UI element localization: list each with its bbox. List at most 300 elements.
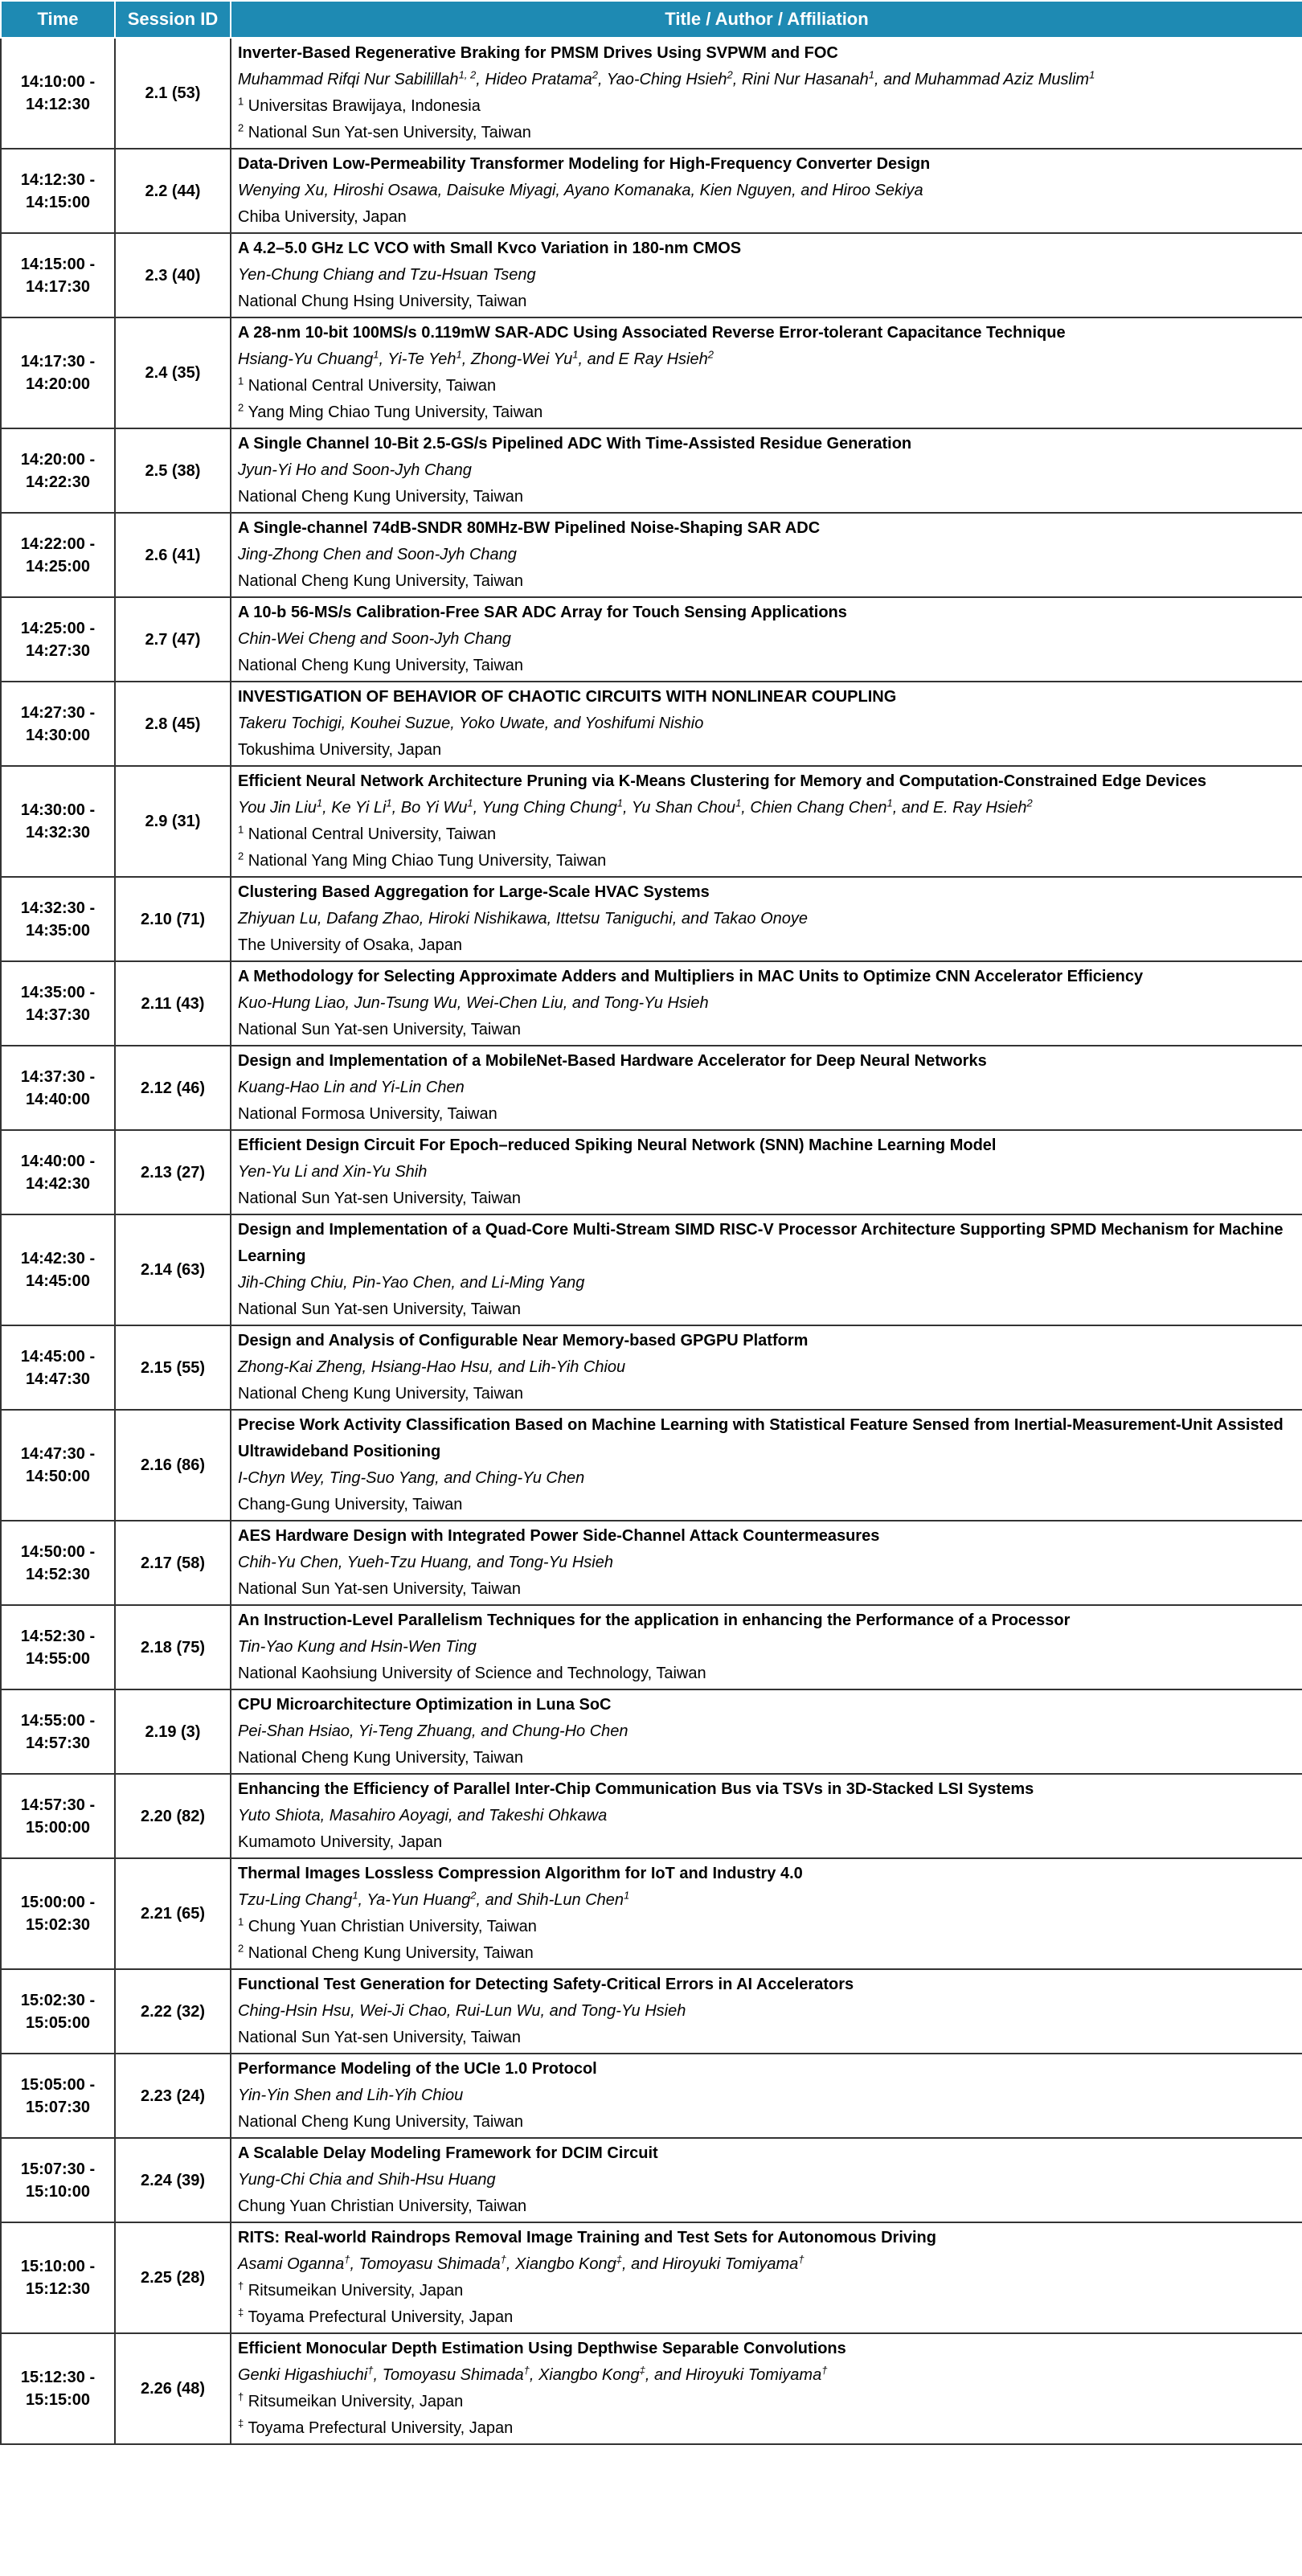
paper-title: RITS: Real-world Raindrops Removal Image Training and Test Sets for Autonomous Driving <box>238 2229 936 2246</box>
affiliation-mark: 2 <box>238 121 244 134</box>
author-name: Yen-Chung Chiang <box>238 266 375 284</box>
time-cell <box>1 1605 115 1689</box>
affiliation-mark: † <box>238 2279 244 2292</box>
paper-title: A 28-nm 10-bit 100MS/s 0.119mW SAR-ADC Using Associated Reverse Error-tolerant Capacitance Technique <box>238 324 1066 342</box>
end-time: 14:32:30 <box>25 824 91 842</box>
affiliation-name: Chang-Gung University, Taiwan <box>238 1496 463 1513</box>
author-list: Hsiang-Yu Chuang$^1$, Yi-Te Yeh$^1$, Zhong-Wei Yu$^1$, and E Ray Hsieh$^2$ <box>238 348 714 368</box>
affiliation <box>238 289 1296 315</box>
author-affiliation-mark: † <box>523 2364 530 2377</box>
affiliation-name: Chung Yuan Christian University, Taiwan <box>248 1918 537 1935</box>
author-name: Jyun-Yi Ho <box>238 461 317 479</box>
paper-title: AES Hardware Design with Integrated Power Side-Channel Attack Countermeasures <box>238 1527 880 1545</box>
author-name: Tzu-Hsuan Tseng <box>409 266 536 284</box>
paper-cell <box>231 233 1302 317</box>
author-name: Kuo-Hung Liao <box>238 994 346 1012</box>
author-name: Kouhei Suzue <box>350 715 451 732</box>
paper-title: A Scalable Delay Modeling Framework for DCIM Circuit <box>238 2144 658 2162</box>
author-name: Ching-Yu Chen <box>475 1469 585 1487</box>
author-name: Yen-Yu Li <box>238 1163 307 1181</box>
author-name: Yuto Shiota <box>238 1807 321 1824</box>
session-id: 2.9 (31) <box>115 766 231 877</box>
author-name: Soon-Jyh Chang <box>391 630 511 648</box>
paper-title: An Instruction-Level Parallelism Techniques for the application in enhancing the Performance of a Processor <box>238 1612 1071 1629</box>
author-name: Soon-Jyh Chang <box>396 546 517 563</box>
session-id: 2.10 (71) <box>115 877 231 961</box>
author-name: Yung Ching Chung <box>481 799 617 817</box>
author-affiliation-mark: † <box>367 2364 374 2377</box>
time-cell <box>1 1689 115 1774</box>
author-list: Yuto Shiota, Masahiro Aoyagi, and Takeshi Ohkawa <box>238 1807 608 1824</box>
affiliation-name: National Kaohsiung University of Science and Technology, Taiwan <box>238 1665 706 1682</box>
paper-cell <box>231 1774 1302 1858</box>
time-cell <box>1 2222 115 2333</box>
paper-cell <box>231 682 1302 766</box>
table-row <box>1 2054 1302 2138</box>
end-time: 14:15:00 <box>25 193 91 211</box>
affiliation <box>238 2304 1296 2331</box>
author-affiliation-mark: 2 <box>707 348 714 361</box>
paper-cell <box>231 1325 1302 1410</box>
affiliation <box>238 1829 1296 1856</box>
author-name: Ittetsu Taniguchi <box>555 910 673 928</box>
author-affiliation-mark: † <box>821 2364 828 2377</box>
author-name: Tzu-Ling Chang <box>238 1891 353 1909</box>
affiliation-name: National Cheng Kung University, Taiwan <box>248 1944 534 1962</box>
end-time: 15:02:30 <box>25 1916 91 1934</box>
session-id: 2.22 (32) <box>115 1969 231 2054</box>
time-cell <box>1 1130 115 1214</box>
paper-cell <box>231 1410 1302 1521</box>
start-time: 14:57:30 - <box>20 1796 96 1814</box>
paper-title: Clustering Based Aggregation for Large-Scale HVAC Systems <box>238 883 710 901</box>
end-time: 14:37:30 <box>25 1005 91 1024</box>
paper-title: A 4.2–5.0 GHz LC VCO with Small Kvco Variation in 180-nm CMOS <box>238 240 742 257</box>
session-id: 2.13 (27) <box>115 1130 231 1214</box>
author-name: Yi-Te Yeh <box>387 350 457 368</box>
author-name: Yao-Ching Hsieh <box>606 71 727 88</box>
end-time: 14:57:30 <box>25 1734 91 1752</box>
end-time: 14:40:00 <box>25 1090 91 1108</box>
paper-title: A Methodology for Selecting Approximate Adders and Multipliers in MAC Units to Optimize CNN Accelerator Efficiency <box>238 968 1144 985</box>
affiliation-mark: 2 <box>238 401 244 414</box>
paper-title: Enhancing the Efficiency of Parallel Inter-Chip Communication Bus via TSVs in 3D-Stacked LSI Systems <box>238 1780 1034 1798</box>
start-time: 15:07:30 - <box>20 2160 96 2178</box>
end-time: 14:12:30 <box>25 96 91 113</box>
affiliation-name: National Sun Yat-sen University, Taiwan <box>238 1190 522 1207</box>
paper-cell <box>231 1858 1302 1969</box>
paper-cell <box>231 428 1302 513</box>
session-id: 2.21 (65) <box>115 1858 231 1969</box>
author-affiliation-mark: 1, 2 <box>458 68 477 81</box>
affiliation-name: Universitas Brawijaya, Indonesia <box>248 97 481 115</box>
author-name: Shih-Lun Chen <box>516 1891 624 1909</box>
author-list: Zhong-Kai Zheng, Hsiang-Hao Hsu, and Lih-Yih Chiou <box>238 1358 626 1376</box>
author-name: Takeru Tochigi <box>238 715 342 732</box>
affiliation-name: National Cheng Kung University, Taiwan <box>238 1749 524 1767</box>
paper-cell <box>231 1130 1302 1214</box>
session-id: 2.20 (82) <box>115 1774 231 1858</box>
time-cell <box>1 1858 115 1969</box>
table-row <box>1 1130 1302 1214</box>
table-row <box>1 38 1302 149</box>
session-id: 2.14 (63) <box>115 1214 231 1325</box>
session-id: 2.24 (39) <box>115 2138 231 2222</box>
affiliation-name: National Cheng Kung University, Taiwan <box>238 2113 524 2131</box>
author-list: Kuang-Hao Lin and Yi-Lin Chen <box>238 1079 465 1096</box>
paper-title: INVESTIGATION OF BEHAVIOR OF CHAOTIC CIRCUITS WITH NONLINEAR COUPLING <box>238 688 897 706</box>
affiliation <box>238 848 1296 874</box>
author-name: Pin-Yao Chen <box>352 1274 452 1292</box>
affiliation-mark: 2 <box>238 1942 244 1955</box>
start-time: 14:22:00 - <box>20 534 96 553</box>
start-time: 14:32:30 - <box>20 899 96 917</box>
affiliation-name: National Central University, Taiwan <box>248 377 497 395</box>
author-list: Yung-Chi Chia and Shih-Hsu Huang <box>238 2171 496 2189</box>
author-name: Tong-Yu Hsieh <box>603 994 709 1012</box>
end-time: 15:12:30 <box>25 2280 91 2298</box>
author-affiliation-mark: 2 <box>470 1889 477 1902</box>
author-name: Jih-Ching Chiu <box>238 1274 344 1292</box>
author-name: Takao Onoye <box>712 910 808 928</box>
affiliation <box>238 932 1296 959</box>
author-name: Rui-Lun Wu <box>455 2002 541 2020</box>
affiliation-name: Chung Yuan Christian University, Taiwan <box>238 2197 527 2215</box>
paper-title: A Single-channel 74dB-SNDR 80MHz-BW Pipelined Noise-Shaping SAR ADC <box>238 519 821 537</box>
author-name: Rini Nur Hasanah <box>741 71 869 88</box>
end-time: 14:22:30 <box>25 473 91 491</box>
start-time: 14:20:00 - <box>20 450 96 469</box>
affiliation-name: The University of Osaka, Japan <box>238 936 463 954</box>
end-time: 15:05:00 <box>25 2013 91 2032</box>
paper-title: Efficient Monocular Depth Estimation Using Depthwise Separable Convolutions <box>238 2340 846 2357</box>
author-name: Tong-Yu Hsieh <box>580 2002 686 2020</box>
author-name: I-Chyn Wey <box>238 1469 321 1487</box>
author-affiliation-mark: 1 <box>616 797 623 809</box>
paper-title: Functional Test Generation for Detecting Safety-Critical Errors in AI Accelerators <box>238 1976 854 1993</box>
affiliation <box>238 1017 1296 1043</box>
affiliation-name: National Cheng Kung University, Taiwan <box>238 488 524 506</box>
time-cell <box>1 513 115 597</box>
author-list: Kuo-Hung Liao, Jun-Tsung Wu, Wei-Chen Liu, and Tong-Yu Hsieh <box>238 994 709 1012</box>
table-row <box>1 1325 1302 1410</box>
table-row <box>1 2138 1302 2222</box>
table-row <box>1 1774 1302 1858</box>
author-list: Jing-Zhong Chen and Soon-Jyh Chang <box>238 546 517 563</box>
author-name: Xiangbo Kong <box>515 2255 616 2273</box>
affiliation <box>238 1296 1296 1323</box>
table-row <box>1 961 1302 1046</box>
session-id: 2.6 (41) <box>115 513 231 597</box>
table-row <box>1 2222 1302 2333</box>
table-row <box>1 317 1302 428</box>
author-name: Yi-Teng Zhuang <box>358 1722 472 1740</box>
end-time: 14:20:00 <box>25 375 91 393</box>
affiliation <box>238 1576 1296 1603</box>
header-row <box>1 1 1302 38</box>
author-affiliation-mark: ‡ <box>639 2364 645 2377</box>
author-name: Kuang-Hao Lin <box>238 1079 346 1096</box>
author-name: Bo Yi Wu <box>400 799 468 817</box>
affiliation-name: National Cheng Kung University, Taiwan <box>238 572 524 590</box>
affiliation <box>238 399 1296 426</box>
author-name: Li-Ming Yang <box>491 1274 585 1292</box>
end-time: 15:07:30 <box>25 2098 91 2116</box>
author-affiliation-mark: 2 <box>727 68 733 81</box>
end-time: 15:00:00 <box>25 1818 91 1837</box>
time-cell <box>1 2138 115 2222</box>
affiliation <box>238 93 1296 120</box>
author-name: Hideo Pratama <box>485 71 592 88</box>
author-name: Ya-Yun Huang <box>366 1891 471 1909</box>
time-cell <box>1 1046 115 1130</box>
table-row <box>1 428 1302 513</box>
author-name: Wei-Ji Chao <box>359 2002 447 2020</box>
author-name: Jing-Zhong Chen <box>238 546 362 563</box>
affiliation-name: National Yang Ming Chiao Tung University, Taiwan <box>248 852 607 870</box>
time-cell <box>1 1214 115 1325</box>
author-name: Yung-Chi Chia <box>238 2171 342 2189</box>
author-name: Hiroyuki Tomiyama <box>662 2255 799 2273</box>
author-affiliation-mark: 1 <box>386 797 392 809</box>
author-affiliation-mark: 1 <box>373 348 379 361</box>
time-cell <box>1 682 115 766</box>
author-list: Jyun-Yi Ho and Soon-Jyh Chang <box>238 461 472 479</box>
author-name: Hiroshi Osawa <box>333 182 438 199</box>
schedule-body <box>1 38 1302 2444</box>
author-name: Hiroki Nishikawa <box>428 910 547 928</box>
start-time: 14:27:30 - <box>20 703 96 722</box>
author-name: Chien Chang Chen <box>750 799 887 817</box>
author-list: You Jin Liu$^1$, Ke Yi Li$^1$, Bo Yi Wu$^1$, Yung Ching Chung$^1$, Yu Shan Chou$^1$, Chien Chang Chen$^1$, and E. Ray Hsieh$^2$ <box>238 797 1033 817</box>
paper-cell <box>231 1046 1302 1130</box>
author-list: Yin-Yin Shen and Lih-Yih Chiou <box>238 2087 464 2104</box>
start-time: 15:05:00 - <box>20 2075 96 2094</box>
start-time: 14:52:30 - <box>20 1627 96 1645</box>
end-time: 14:47:30 <box>25 1370 91 1388</box>
author-name: Xiangbo Kong <box>538 2366 640 2384</box>
author-list: Genki Higashiuchi†, Tomoyasu Shimada†, Xiangbo Kong‡, and Hiroyuki Tomiyama† <box>238 2364 828 2384</box>
author-name: Zhong-Kai Zheng <box>238 1358 362 1376</box>
session-id: 2.11 (43) <box>115 961 231 1046</box>
author-name: You Jin Liu <box>238 799 317 817</box>
start-time: 14:37:30 - <box>20 1067 96 1086</box>
time-cell <box>1 428 115 513</box>
author-affiliation-mark: † <box>500 2253 506 2266</box>
table-row <box>1 1689 1302 1774</box>
session-id: 2.7 (47) <box>115 597 231 682</box>
table-row <box>1 1521 1302 1605</box>
affiliation-name: National Sun Yat-sen University, Taiwan <box>238 2029 522 2046</box>
affiliation <box>238 1101 1296 1128</box>
paper-cell <box>231 597 1302 682</box>
author-name: Tomoyasu Shimada <box>358 2255 501 2273</box>
session-id: 2.2 (44) <box>115 149 231 233</box>
affiliation <box>238 1186 1296 1212</box>
author-affiliation-mark: ‡ <box>616 2253 622 2266</box>
author-name: Ching-Hsin Hsu <box>238 2002 351 2020</box>
time-cell <box>1 149 115 233</box>
end-time: 14:17:30 <box>25 277 91 296</box>
table-row <box>1 513 1302 597</box>
author-name: Xin-Yu Shih <box>342 1163 428 1181</box>
session-id: 2.5 (38) <box>115 428 231 513</box>
affiliation <box>238 1914 1296 1940</box>
end-time: 14:50:00 <box>25 1468 91 1485</box>
paper-title: A Single Channel 10-Bit 2.5-GS/s Pipelined ADC With Time-Assisted Residue Generation <box>238 435 912 453</box>
author-list: I-Chyn Wey, Ting-Suo Yang, and Ching-Yu Chen <box>238 1469 585 1487</box>
end-time: 14:27:30 <box>25 641 91 660</box>
paper-title: CPU Microarchitecture Optimization in Luna SoC <box>238 1696 612 1714</box>
start-time: 14:45:00 - <box>20 1347 96 1366</box>
author-name: Ke Yi Li <box>331 799 387 817</box>
table-row <box>1 1969 1302 2054</box>
affiliation-name: Toyama Prefectural University, Japan <box>248 2419 514 2437</box>
affiliation <box>238 1940 1296 1967</box>
paper-title: Inverter-Based Regenerative Braking for PMSM Drives Using SVPWM and FOC <box>238 44 838 62</box>
author-affiliation-mark: 1 <box>624 1889 630 1902</box>
table-row <box>1 1410 1302 1521</box>
session-id: 2.15 (55) <box>115 1325 231 1410</box>
author-list: Chih-Yu Chen, Yueh-Tzu Huang, and Tong-Yu Hsieh <box>238 1554 613 1571</box>
affiliation-name: National Sun Yat-sen University, Taiwan <box>238 1580 522 1598</box>
paper-title: Performance Modeling of the UCIe 1.0 Protocol <box>238 2060 597 2078</box>
time-cell <box>1 1521 115 1605</box>
session-id: 2.4 (35) <box>115 317 231 428</box>
paper-title: Data-Driven Low-Permeability Transformer Modeling for High-Frequency Converter Design <box>238 155 931 173</box>
paper-cell <box>231 1689 1302 1774</box>
author-list: Ching-Hsin Hsu, Wei-Ji Chao, Rui-Lun Wu, and Tong-Yu Hsieh <box>238 2002 686 2020</box>
time-cell <box>1 38 115 149</box>
affiliation-mark: 2 <box>238 850 244 862</box>
author-name: Hiroyuki Tomiyama <box>685 2366 822 2384</box>
author-name: Lih-Yih Chiou <box>529 1358 626 1376</box>
author-list: Jih-Ching Chiu, Pin-Yao Chen, and Li-Ming Yang <box>238 1274 585 1292</box>
time-cell <box>1 317 115 428</box>
table-row <box>1 233 1302 317</box>
session-id: 2.3 (40) <box>115 233 231 317</box>
author-affiliation-mark: 1 <box>868 68 874 81</box>
session-header: Session ID <box>115 1 231 38</box>
author-name: Chung-Ho Chen <box>512 1722 628 1740</box>
paper-cell <box>231 2222 1302 2333</box>
affiliation-name: National Sun Yat-sen University, Taiwan <box>248 124 531 141</box>
author-list: Chin-Wei Cheng and Soon-Jyh Chang <box>238 630 511 648</box>
author-name: Daisuke Miyagi <box>446 182 556 199</box>
paper-cell <box>231 317 1302 428</box>
author-list: Takeru Tochigi, Kouhei Suzue, Yoko Uwate, and Yoshifumi Nishio <box>238 715 704 732</box>
author-name: Asami Oganna <box>238 2255 345 2273</box>
table-row <box>1 1046 1302 1130</box>
affiliation-name: Yang Ming Chiao Tung University, Taiwan <box>248 403 543 421</box>
start-time: 14:55:00 - <box>20 1711 96 1730</box>
paper-cell <box>231 38 1302 149</box>
author-name: Dafang Zhao <box>326 910 420 928</box>
time-cell <box>1 2333 115 2444</box>
time-cell <box>1 597 115 682</box>
affiliation <box>238 1745 1296 1771</box>
end-time: 14:25:00 <box>25 557 91 575</box>
start-time: 15:12:30 - <box>20 2369 96 2386</box>
author-name: Hsiang-Yu Chuang <box>238 350 374 368</box>
author-name: Hsin-Wen Ting <box>371 1638 477 1656</box>
paper-cell <box>231 149 1302 233</box>
paper-cell <box>231 877 1302 961</box>
affiliation-mark: ‡ <box>238 2306 244 2319</box>
paper-cell <box>231 1214 1302 1325</box>
table-row <box>1 877 1302 961</box>
affiliation-mark: ‡ <box>238 2417 244 2430</box>
affiliation-mark: 1 <box>238 95 244 108</box>
time-cell <box>1 1325 115 1410</box>
session-id: 2.1 (53) <box>115 38 231 149</box>
session-id: 2.26 (48) <box>115 2333 231 2444</box>
paper-title: Efficient Neural Network Architecture Pruning via K-Means Clustering for Memory and Computation-Constrained Edge Devices <box>238 772 1207 790</box>
session-id: 2.8 (45) <box>115 682 231 766</box>
session-id: 2.23 (24) <box>115 2054 231 2138</box>
author-name: Wenying Xu <box>238 182 325 199</box>
author-name: E Ray Hsieh <box>618 350 708 368</box>
affiliation-mark: 1 <box>238 1915 244 1928</box>
affiliation <box>238 1381 1296 1407</box>
paper-cell <box>231 766 1302 877</box>
affiliation <box>238 373 1296 399</box>
affiliation <box>238 737 1296 764</box>
start-time: 15:02:30 - <box>20 1991 96 2009</box>
session-id: 2.18 (75) <box>115 1605 231 1689</box>
table-row <box>1 597 1302 682</box>
session-id: 2.16 (86) <box>115 1410 231 1521</box>
author-affiliation-mark: 2 <box>1026 797 1033 809</box>
author-name: Pei-Shan Hsiao <box>238 1722 350 1740</box>
time-cell <box>1 2054 115 2138</box>
paper-cell <box>231 2054 1302 2138</box>
author-name: Ayano Komanaka <box>563 182 691 199</box>
author-list: Asami Oganna†, Tomoyasu Shimada†, Xiangbo Kong‡, and Hiroyuki Tomiyama† <box>238 2253 805 2273</box>
table-row <box>1 2333 1302 2444</box>
author-affiliation-mark: 1 <box>456 348 462 361</box>
author-name: Masahiro Aoyagi <box>329 1807 449 1824</box>
affiliation <box>238 821 1296 848</box>
author-list: Wenying Xu, Hiroshi Osawa, Daisuke Miyagi, Ayano Komanaka, Kien Nguyen, and Hiroo Sekiya <box>238 182 923 199</box>
time-cell <box>1 961 115 1046</box>
author-name: Tomoyasu Shimada <box>382 2366 524 2384</box>
author-name: Yu Shan Chou <box>631 799 736 817</box>
paper-cell <box>231 1969 1302 2054</box>
start-time: 14:42:30 - <box>20 1250 96 1268</box>
paper-title: Design and Analysis of Configurable Near Memory-based GPGPU Platform <box>238 1332 809 1349</box>
end-time: 15:10:00 <box>25 2182 91 2201</box>
author-name: Zhiyuan Lu <box>238 910 317 928</box>
author-list: Yen-Yu Li and Xin-Yu Shih <box>238 1163 428 1181</box>
author-name: Yi-Lin Chen <box>380 1079 465 1096</box>
table-row <box>1 149 1302 233</box>
author-affiliation-mark: 1 <box>572 348 579 361</box>
start-time: 15:10:00 - <box>20 2258 96 2275</box>
affiliation <box>238 2193 1296 2220</box>
session-id: 2.19 (3) <box>115 1689 231 1774</box>
author-name: Yin-Yin Shen <box>238 2087 332 2104</box>
author-name: Genki Higashiuchi <box>238 2366 368 2384</box>
paper-title: Thermal Images Lossless Compression Algorithm for IoT and Industry 4.0 <box>238 1865 803 1882</box>
affiliation-name: National Sun Yat-sen University, Taiwan <box>238 1300 522 1318</box>
start-time: 14:40:00 - <box>20 1152 96 1170</box>
author-name: Chih-Yu Chen <box>238 1554 338 1571</box>
author-name: E. Ray Hsieh <box>932 799 1027 817</box>
paper-cell <box>231 1605 1302 1689</box>
time-cell <box>1 233 115 317</box>
end-time: 15:15:00 <box>25 2391 91 2409</box>
